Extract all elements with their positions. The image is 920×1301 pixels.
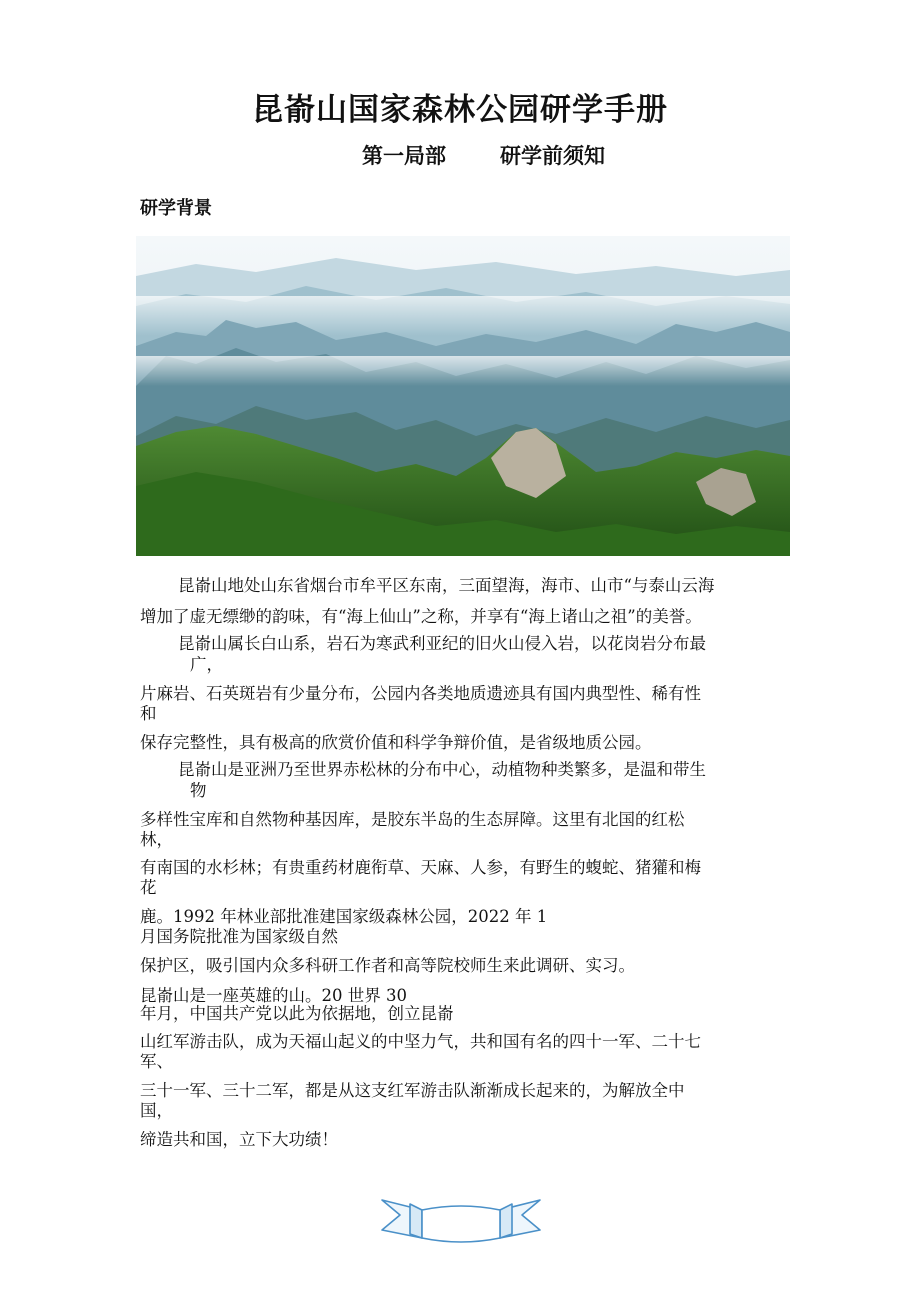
paragraph-3-line-2: 多样性宝库和自然物种基因库，是胶东半岛的生态屏障。这里有北国的红松: [140, 810, 685, 829]
paragraph-2-line-1: 昆嵛山属长白山系，岩石为寒武利亚纪的旧火山侵入岩，以花岗岩分布最: [178, 634, 706, 653]
paragraph-2-line-2: 片麻岩、石英斑岩有少量分布，公园内各类地质遗迹具有国内典型性、稀有性: [140, 684, 701, 703]
paragraph-3-line-4-wrap: 月国务院批准为国家级自然: [140, 927, 338, 946]
paragraph-1-line-1: 昆嵛山地处山东省烟台市牟平区东南，三面望海，海市、山市“与泰山云海: [178, 576, 715, 595]
paragraph-1-line-2: 增加了虚无缥缈的韵味，有“海上仙山”之称，并享有“海上诸山之祖”的美誉。: [140, 607, 702, 626]
paragraph-4-line-3-wrap: 国，: [140, 1101, 173, 1120]
paragraph-4-line-1: 昆嵛山是一座英雄的山。20 世界 30: [140, 986, 407, 1005]
paragraph-4-line-2-wrap: 军、: [140, 1052, 173, 1071]
paragraph-3-line-1: 昆嵛山是亚洲乃至世界赤松林的分布中心，动植物种类繁多，是温和带生: [178, 760, 706, 779]
part-name: 研学前须知: [500, 143, 605, 168]
paragraph-3-line-5: 保护区，吸引国内众多科研工作者和高等院校师生来此调研、实习。: [140, 956, 635, 975]
part-label: 第一局部: [362, 143, 446, 168]
paragraph-3-line-2-wrap: 林，: [140, 830, 173, 849]
mountain-landscape-photo: [136, 236, 790, 556]
paragraph-4-line-4: 缔造共和国，立下大功绩！: [140, 1130, 338, 1149]
paragraph-3-line-3: 有南国的水杉林；有贵重药材鹿衔草、天麻、人参，有野生的蝮蛇、猪獾和梅: [140, 858, 701, 877]
section-heading: 研学背景: [140, 198, 212, 219]
paragraph-3-line-1-wrap: 物: [190, 781, 207, 800]
ribbon-ornament-icon: [380, 1196, 542, 1256]
paragraph-3-line-3-wrap: 花: [140, 878, 157, 897]
paragraph-3-line-4: 鹿。1992 年林业部批准建国家级森林公园，2022 年 1: [140, 907, 548, 926]
paragraph-2-line-2-wrap: 和: [140, 704, 157, 723]
paragraph-2-line-3: 保存完整性，具有极高的欣赏价值和科学争辩价值，是省级地质公园。: [140, 733, 652, 752]
paragraph-4-line-1-wrap: 年月，中国共产党以此为依据地，创立昆嵛: [140, 1004, 454, 1023]
paragraph-2-line-1-wrap: 广，: [190, 655, 223, 674]
paragraph-4-line-3: 三十一军、三十二军，都是从这支红军游击队渐渐成长起来的，为解放全中: [140, 1081, 685, 1100]
paragraph-4-line-2: 山红军游击队，成为天福山起义的中坚力气，共和国有名的四十一军、二十七: [140, 1032, 701, 1051]
document-title: 昆嵛山国家森林公园研学手册: [252, 92, 668, 128]
